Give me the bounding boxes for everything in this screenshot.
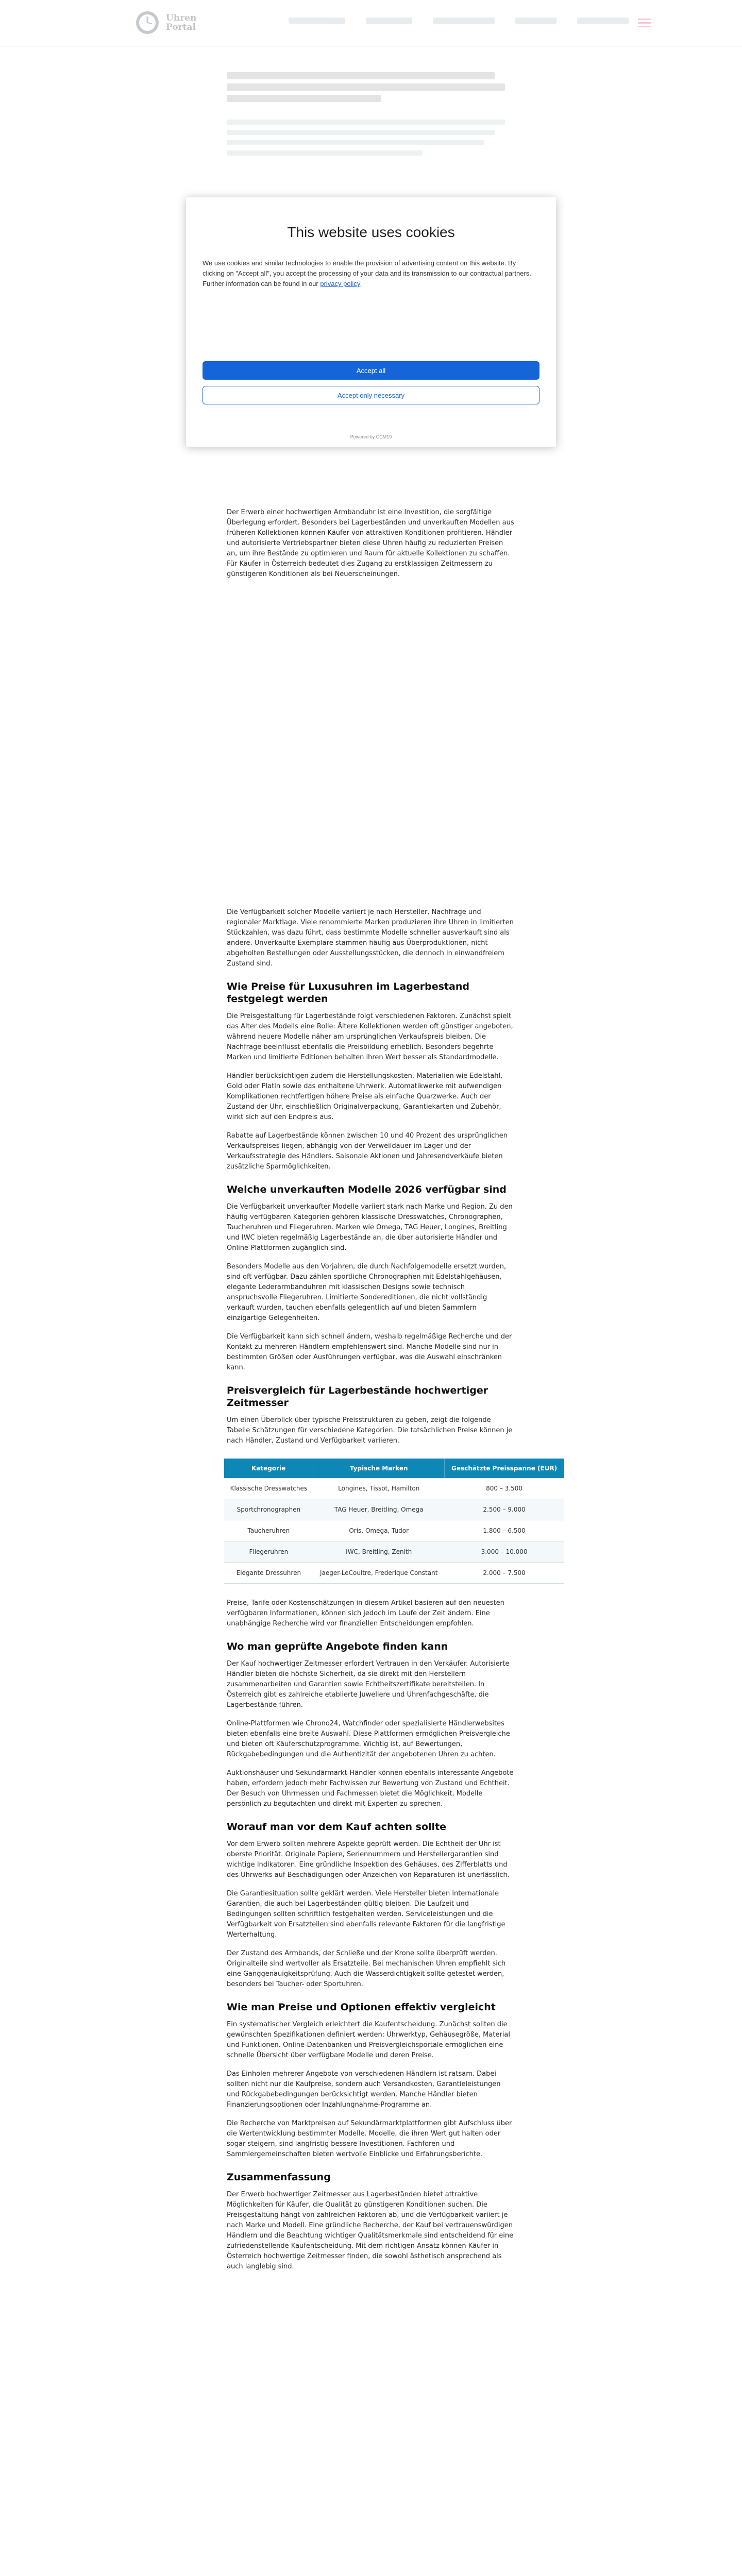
accept-necessary-button[interactable]: Accept only necessary (203, 386, 539, 404)
table-cell: Elegante Dressuhren (224, 1563, 313, 1584)
table-header-row (224, 1459, 564, 1478)
section-heading: Zusammenfassung (227, 2172, 331, 2183)
table-cell: Sportchronographen (224, 1499, 313, 1520)
table-row (224, 1520, 564, 1541)
section-heading: Worauf man vor dem Kauf achten sollte (227, 1821, 447, 1833)
paragraph: Auktionshäuser und Sekundärmarkt-Händler können ebenfalls interessante Angebote haben, erfordern jedoch mehr Fachwissen zur Bewertung von Zustand und Echtheit. Der Besuch von Uhrmessen und Fachmessen bietet die Möglichkeit, Modelle persönlich zu begutachten und direkt mit Experten zu sprechen. (227, 1769, 514, 1808)
paragraph: Die Verfügbarkeit kann sich schnell ändern, weshalb regelmäßige Recherche und der Kontakt zu mehreren Händlern empfehlenswert sind. Manche Modelle sind nur in bestimmten Größen oder Ausführungen verfügbar, was die Auswahl einschränken kann. (227, 1333, 512, 1371)
table-cell: IWC, Breitling, Zenith (313, 1541, 445, 1563)
table-row (224, 1499, 564, 1520)
cookie-dialog-text (203, 258, 539, 289)
section-heading: Wo man geprüfte Angebote finden kann (227, 1641, 448, 1652)
table-cell: 2.500 – 9.000 (445, 1499, 564, 1520)
table-cell: 1.800 – 6.500 (445, 1520, 564, 1541)
cookie-consent-dialog (186, 197, 556, 447)
table-row (224, 1563, 564, 1584)
article-body (227, 507, 558, 2280)
table-header: Kategorie (224, 1459, 313, 1478)
cookie-dialog-body: We use cookies and similar technologies to enable the provision of advertising content on this website. By clicking on "Accept all", you accept the processing of your data and its transmission to our contractual partners. Further information can be found in our (203, 259, 531, 287)
paragraph: Rabatte auf Lagerbestände können zwischen 10 und 40 Prozent des ursprünglichen Verkaufspreises liegen, abhängig von der Verweildauer im Lager und der Verkaufsstrategie des Händlers. Saisonale Aktionen und Jahresendverkäufe bieten zusätzliche Sparmöglichkeiten. (227, 1132, 508, 1171)
table-cell: Taucheruhren (224, 1520, 313, 1541)
paragraph: Der Kauf hochwertiger Zeitmesser erfordert Vertrauen in den Verkäufer. Autorisierte Händler bieten die höchste Sicherheit, da sie direkt mit den Herstellern zusammenarbeiten und Garantien sowie Echtheitszertifikate bereitstellen. In Österreich gibt es zahlreiche etablierte Juweliere und Uhrenfachgeschäfte, die Lagerbestände führen. (227, 1660, 510, 1709)
paragraph: Der Zustand des Armbands, der Schließe und der Krone sollte überprüft werden. Originalteile sind wertvoller als Ersatzteile. Bei mechanischen Uhren empfiehlt sich eine Ganggenauigkeitsprüfung. Auch die Wasserdichtigkeit sollte getestet werden, besonders bei Taucher- oder Sportuhren. (227, 1950, 506, 1988)
ad-placeholder (227, 588, 515, 907)
section-heading: Preisvergleich für Lagerbestände hochwertiger Zeitmesser (227, 1385, 488, 1409)
article-intro: Der Erwerb einer hochwertigen Armbanduhr ist eine Investition, die sorgfältige Überlegung erfordert. Besonders bei Lagerbeständen und unverkauften Modellen aus früheren Kollektionen können Käufer von attraktiven Konditionen profitieren. Händler und autorisierte Vertriebspartner bieten diese Uhren häufig zu reduzierten Preisen an, um ihre Bestände zu optimieren und Raum für aktuelle Kollektionen zu schaffen. Für Käufer in Österreich bedeutet dies Zugang zu erstklassigen Zeitmessern zu günstigeren Konditionen als bei Neuerscheinungen. (227, 509, 514, 578)
paragraph: Um einen Überblick über typische Preisstrukturen zu geben, zeigt die folgende Tabelle Schätzungen für verschiedene Kategorien. Die tatsächlichen Preise können je nach Händler, Zustand und Verfügbarkeit variieren. (227, 1416, 513, 1445)
paragraph: Preise, Tarife oder Kostenschätzungen in diesem Artikel basieren auf den neuesten verfügbaren Informationen, können sich jedoch im Laufe der Zeit ändern. Eine unabhängige Recherche wird vor finanziellen Entscheidungen empfohlen. (227, 1599, 504, 1628)
table-cell: 800 – 3.500 (445, 1478, 564, 1499)
table-cell: 3.000 – 10.000 (445, 1541, 564, 1563)
table-row (224, 1541, 564, 1563)
table-cell: Klassische Dresswatches (224, 1478, 313, 1499)
paragraph: Die Verfügbarkeit unverkaufter Modelle variiert stark nach Marke und Region. Zu den häufig verfügbaren Kategorien gehören klassische Dresswatches, Chronographen, Taucheruhren und Fliegeruhren. Marken wie Omega, TAG Heuer, Longines, Breitling und IWC bieten regelmäßig Lagerbestände an, die über autorisierte Händler und Online-Plattformen zugänglich sind. (227, 1203, 513, 1252)
paragraph: Das Einholen mehrerer Angebote von verschiedenen Händlern ist ratsam. Dabei sollten nicht nur die Kaufpreise, sondern auch Versandkosten, Garantieleistungen und Rückgabebedingungen berücksichtigt werden. Manche Händler bieten Finanzierungsoptionen oder Inzahlungnahme-Programme an. (227, 2070, 501, 2109)
table-cell: Oris, Omega, Tudor (313, 1520, 445, 1541)
price-comparison-table (224, 1459, 564, 1584)
paragraph: Der Erwerb hochwertiger Zeitmesser aus Lagerbeständen bietet attraktive Möglichkeiten für Käufer, die Qualität zu günstigeren Konditionen suchen. Die Preisgestaltung hängt von zahlreichen Faktoren ab, und die Verfügbarkeit variiert je nach Marke und Modell. Eine gründliche Recherche, der Kauf bei vertrauenswürdigen Händlern und die Beachtung wichtiger Qualitätsmerkmale sind entscheidend für eine zufriedenstellende Kaufentscheidung. Mit dem richtigen Ansatz können Käufer in Österreich hochwertige Zeitmesser finden, die sowohl ästhetisch ansprechend als auch langlebig sind. (227, 2191, 514, 2270)
privacy-policy-link[interactable]: privacy policy (320, 280, 361, 287)
table-cell: 2.000 – 7.500 (445, 1563, 564, 1584)
paragraph: Online-Plattformen wie Chrono24, Watchfinder oder spezialisierte Händlerwebsites bieten ebenfalls eine breite Auswahl. Diese Plattformen ermöglichen Preisvergleiche und bieten oft Käuferschutzprogramme. Wichtig ist, auf Bewertungen, Rückgabebedingungen und die Authentizität der angebotenen Uhren zu achten. (227, 1720, 510, 1758)
paragraph: Vor dem Erwerb sollten mehrere Aspekte geprüft werden. Die Echtheit der Uhr ist oberste Priorität. Originale Papiere, Seriennummern und Herstellergarantien sind wichtige Indikatoren. Eine gründliche Inspektion des Gehäuses, des Zifferblatts und des Uhrwerks auf Beschädigungen oder Anzeichen von Reparaturen ist unerlässlich. (227, 1840, 510, 1879)
paragraph: Die Verfügbarkeit solcher Modelle variiert je nach Hersteller, Nachfrage und regionaler Marktlage. Viele renommierte Marken produzieren ihre Uhren in limitierten Stückzahlen, was dazu führt, dass bestimmte Modelle schneller ausverkauft sind als andere. Unverkaufte Exemplare stammen häufig aus Überproduktionen, nicht abgeholten Bestellungen oder Ausstellungsstücken, die dennoch in einwandfreiem Zustand sind. (227, 908, 514, 968)
cookie-dialog-title: This website uses cookies (287, 224, 455, 240)
table-cell: Fliegeruhren (224, 1541, 313, 1563)
section-heading: Welche unverkauften Modelle 2026 verfügbar sind (227, 1184, 507, 1195)
section-heading: Wie Preise für Luxusuhren im Lagerbestand festgelegt werden (227, 981, 469, 1005)
powered-by-label: Powered by CCM19 (350, 434, 392, 439)
paragraph: Besonders Modelle aus den Vorjahren, die durch Nachfolgemodelle ersetzt wurden, sind oft verfügbar. Dazu zählen sportliche Chronographen mit Edelstahlgehäusen, elegante Lederarmbanduhren mit klassischen Designs sowie technisch anspruchsvolle Fliegeruhren. Limitierte Sondereditionen, die nicht vollständig verkauft wurden, tauchen ebenfalls gelegentlich auf und bieten Sammlern einzigartige Gelegenheiten. (227, 1263, 507, 1322)
table-header: Geschätzte Preisspanne (EUR) (445, 1459, 564, 1478)
table-row (224, 1478, 564, 1499)
paragraph: Ein systematischer Vergleich erleichtert die Kaufentscheidung. Zunächst sollten die gewünschten Spezifikationen definiert werden: Uhrwerktyp, Gehäusegröße, Material und Funktionen. Online-Datenbanken und Preisvergleichsportale ermöglichen eine schnelle Übersicht über verfügbare Modelle und deren Preise. (227, 2021, 510, 2059)
section-heading: Wie man Preise und Optionen effektiv vergleicht (227, 2002, 496, 2013)
table-cell: TAG Heuer, Breitling, Omega (313, 1499, 445, 1520)
paragraph: Händler berücksichtigen zudem die Herstellungskosten, Materialien wie Edelstahl, Gold oder Platin sowie das enthaltene Uhrwerk. Automatikwerke mit aufwendigen Komplikationen rechtfertigen höhere Preise als einfache Quarzwerke. Auch der Zustand der Uhr, einschließlich Originalverpackung, Garantiekarten und Zubehör, wirkt sich auf den Endpreis aus. (227, 1072, 503, 1121)
table-cell: Jaeger-LeCoultre, Frederique Constant (313, 1563, 445, 1584)
paragraph: Die Garantiesituation sollte geklärt werden. Viele Hersteller bieten internationale Garantien, die auch bei Lagerbeständen gültig bleiben. Die Laufzeit und Bedingungen sollten schriftlich festgehalten werden. Serviceleistungen und die Verfügbarkeit von Ersatzteilen sind ebenfalls relevante Faktoren für die langfristige Werterhaltung. (227, 1890, 505, 1939)
paragraph: Die Recherche von Marktpreisen auf Sekundärmarktplattformen gibt Aufschluss über die Wertentwicklung bestimmter Modelle. Modelle, die ihren Wert gut halten oder sogar steigern, sind langfristig bessere Investitionen. Fachforen und Sammlergemeinschaften bieten wertvolle Einblicke und Erfahrungsberichte. (227, 2120, 512, 2158)
paragraph: Die Preisgestaltung für Lagerbestände folgt verschiedenen Faktoren. Zunächst spielt das Alter des Modells eine Rolle: Ältere Kollektionen werden oft günstiger angeboten, während neuere Modelle näher am ursprünglichen Verkaufspreis bleiben. Die Nachfrage beeinflusst ebenfalls die Preisbildung erheblich. Besonders begehrte Marken und limitierte Editionen behalten ihren Wert besser als Standardmodelle. (227, 1012, 513, 1061)
table-cell: Longines, Tissot, Hamilton (313, 1478, 445, 1499)
accept-all-button[interactable]: Accept all (203, 361, 539, 380)
table-header: Typische Marken (313, 1459, 445, 1478)
